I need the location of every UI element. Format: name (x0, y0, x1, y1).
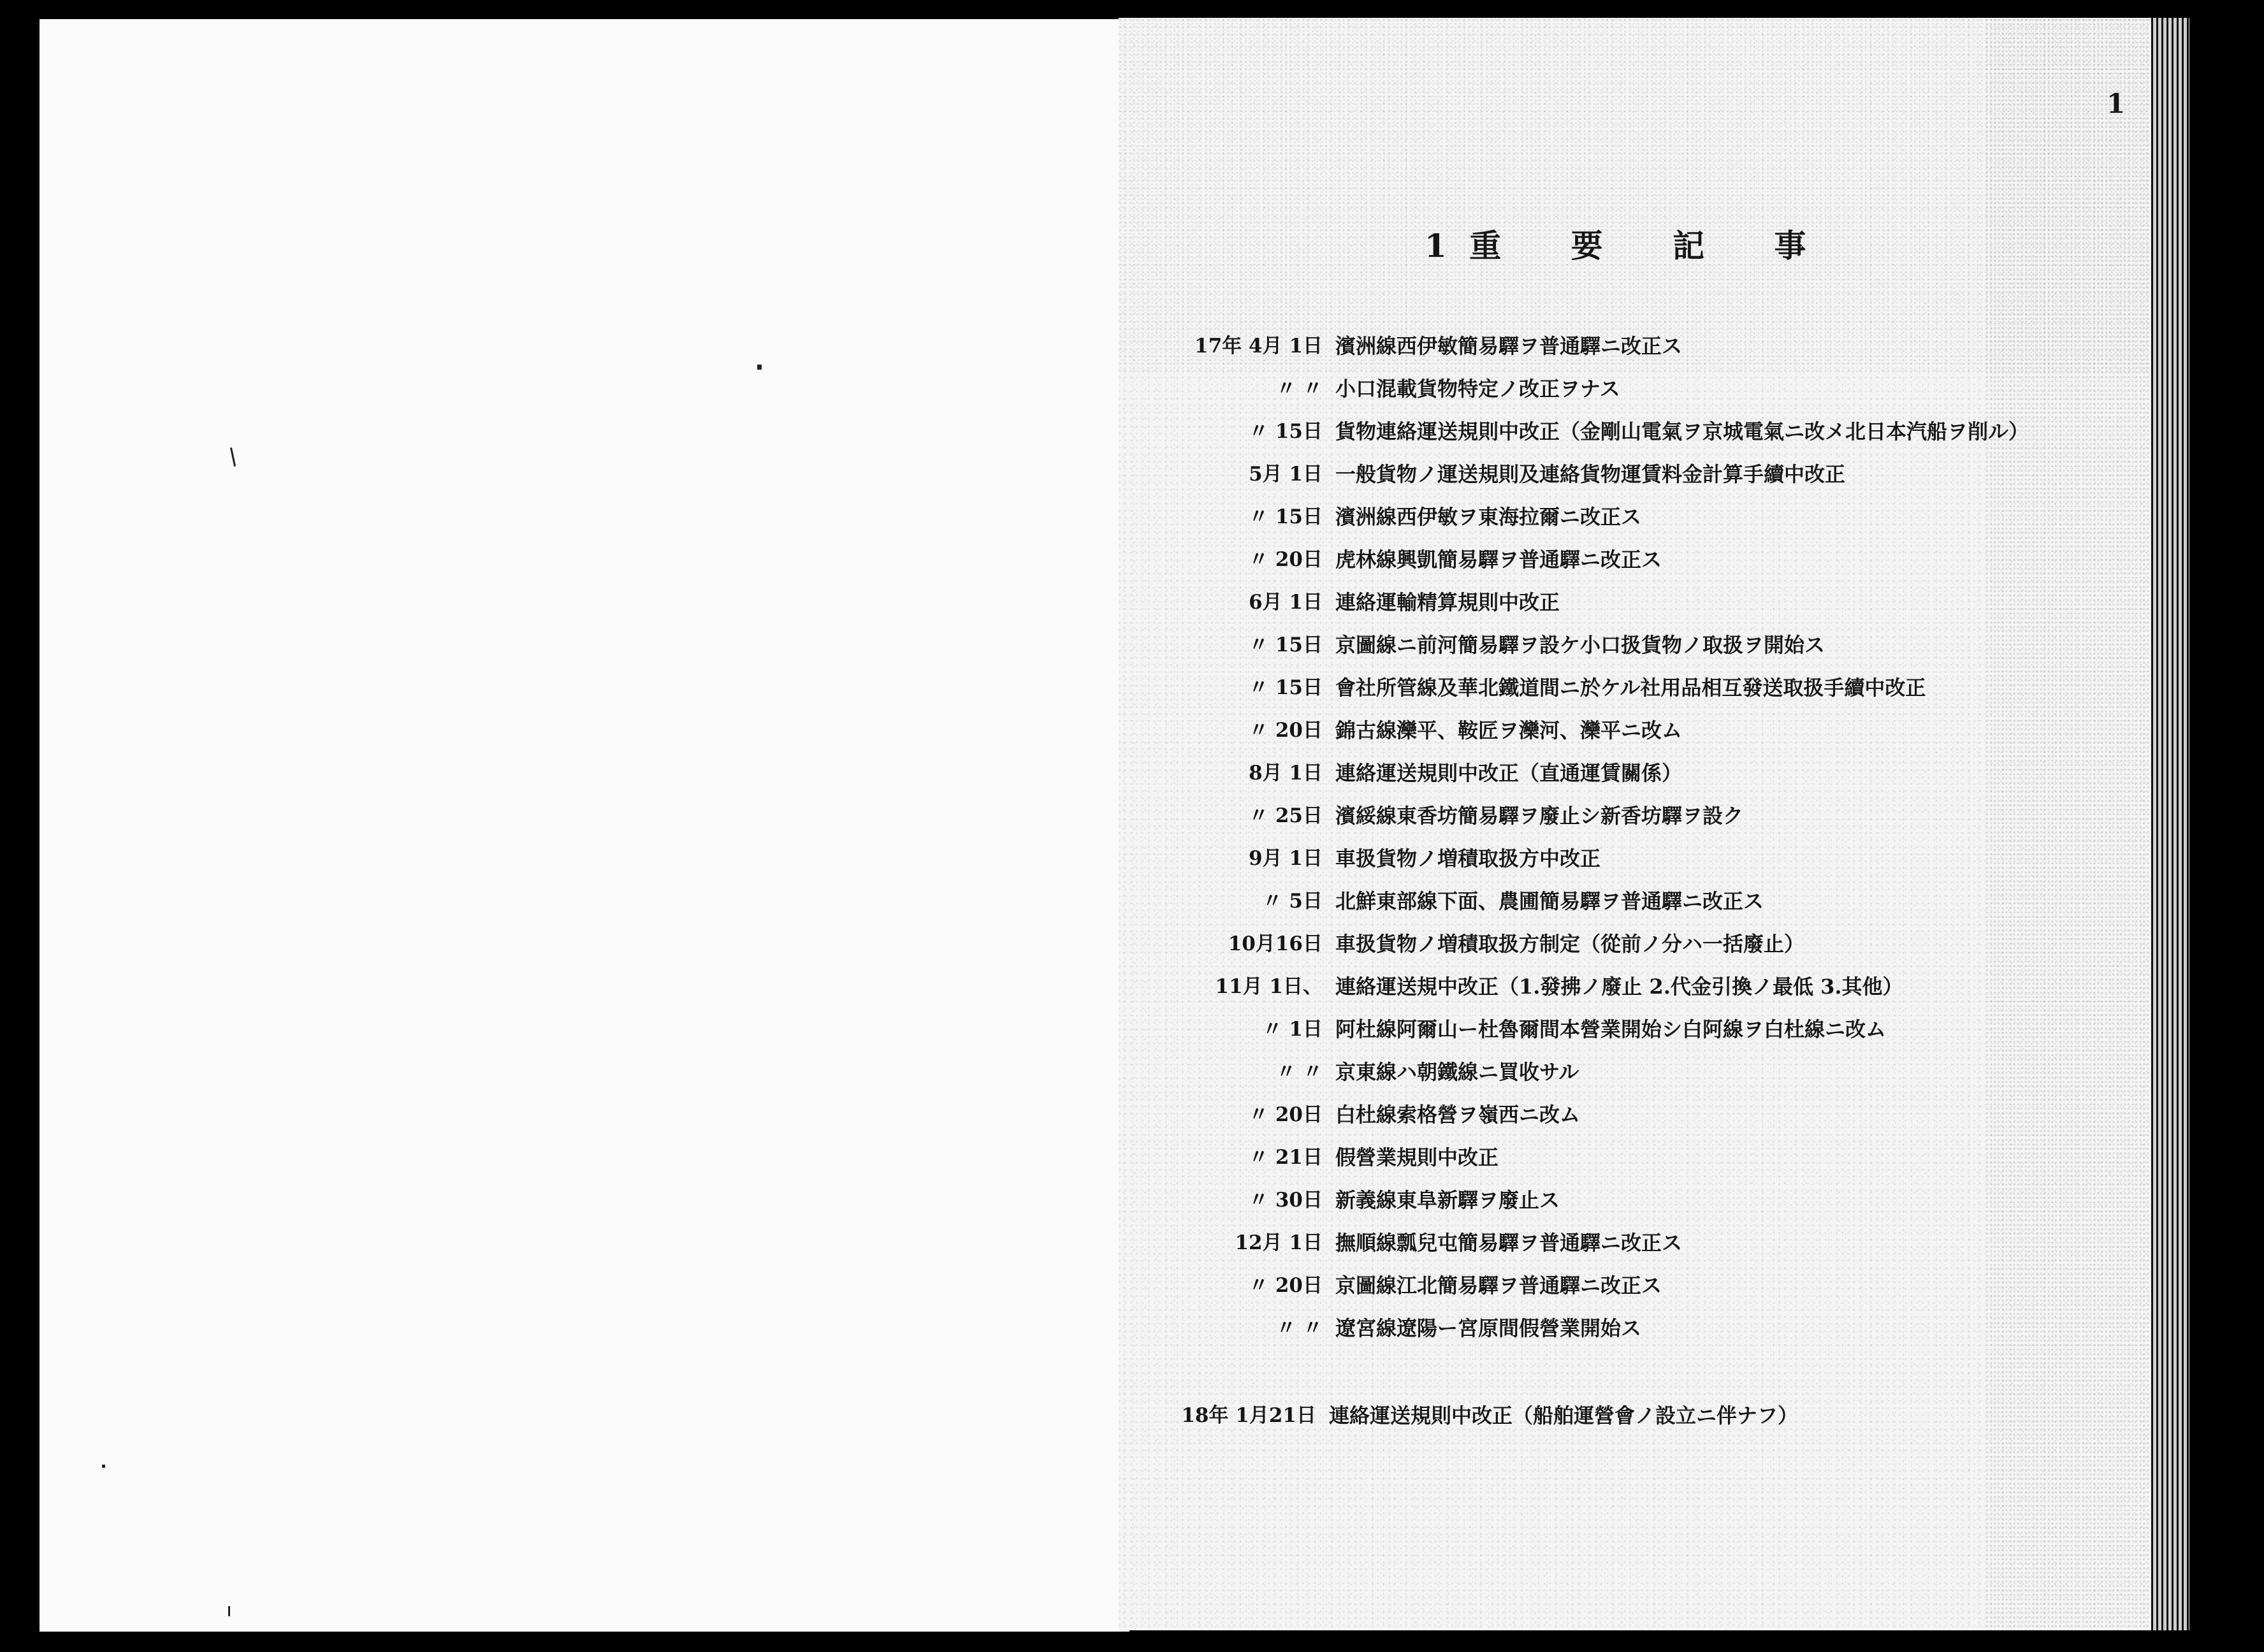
list-item (1119, 1227, 2189, 1259)
entry-date: 〃 20日 (1249, 1274, 1323, 1297)
list-item (1119, 586, 2189, 618)
entry-text: 小口混載貨物特定ノ改正ヲナス (1335, 377, 1620, 401)
list-item (1119, 1013, 2189, 1045)
entry-text: 連絡運送規中改正（1.發拂ノ廢止 2.代金引換ノ最低 3.其他） (1335, 975, 1903, 999)
entry-text: 濱洲線西伊敏簡易驛ヲ普通驛ニ改正ス (1335, 334, 1683, 358)
entry-text: 連絡運送規則中改正（船舶運營會ノ設立ニ伴ナフ） (1329, 1403, 1799, 1428)
entry-date: 〃 15日 (1249, 505, 1323, 528)
entry-text: 京東線ハ朝鐵線ニ買收サル (1335, 1060, 1579, 1084)
entry-text: 車扱貨物ノ増積取扱方制定（從前ノ分ハ一括廢止） (1335, 932, 1805, 956)
speck (102, 1465, 105, 1468)
list-item (1119, 458, 2189, 490)
entry-text: 濱洲線西伊敏ヲ東海拉爾ニ改正ス (1335, 505, 1642, 529)
entry-text: 京圖線江北簡易驛ヲ普通驛ニ改正ス (1335, 1273, 1662, 1298)
right-text-page (1119, 18, 2189, 1630)
entry-text: 會社所管線及華北鐵道間ニ於ケル社用品相互發送取扱手續中改正 (1335, 676, 1926, 700)
speck (757, 365, 762, 370)
entry-text: 撫順線瓢兒屯簡易驛ヲ普通驛ニ改正ス (1335, 1231, 1683, 1255)
entry-date: 9月 1日 (1249, 847, 1323, 870)
entry-date: 11月 1日、 (1215, 975, 1323, 998)
speck (230, 447, 236, 467)
list-item (1119, 672, 2189, 704)
heading-number: 1 (1425, 227, 1448, 264)
heading-char: 重 (1469, 227, 1503, 264)
entry-text: 車扱貨物ノ増積取扱方中改正 (1335, 846, 1601, 871)
entry-date: 〃 5日 (1262, 890, 1323, 913)
entry-text: 遼宮線遼陽ー宮原間假營業開始ス (1335, 1316, 1642, 1340)
entry-text: 連絡運送規則中改正（直通運賃關係） (1335, 761, 1683, 785)
list-item (1119, 971, 2189, 1003)
paper-noise-top (1119, 18, 2189, 375)
list-item (1119, 885, 2189, 917)
list-item (1119, 843, 2189, 874)
list-item (1119, 1400, 2189, 1431)
entry-date: 〃 〃 (1276, 1061, 1323, 1083)
entry-date: 〃 15日 (1249, 676, 1323, 699)
list-item (1119, 714, 2189, 746)
entry-date: 12月 1日 (1235, 1231, 1323, 1254)
list-item (1119, 330, 2189, 362)
entry-date: 〃 30日 (1249, 1189, 1323, 1212)
entry-date: 〃 20日 (1249, 548, 1323, 571)
entry-date: 10月16日 (1228, 932, 1323, 955)
list-item (1119, 544, 2189, 576)
entry-text: 連絡運輸精算規則中改正 (1335, 590, 1560, 614)
entry-date: 17年 4月 1日 (1194, 335, 1323, 358)
list-item (1119, 1141, 2189, 1173)
speck (228, 1606, 230, 1616)
entry-text: 虎林線興凱簡易驛ヲ普通驛ニ改正ス (1335, 547, 1662, 572)
list-item (1119, 373, 2189, 405)
entry-date: 〃 20日 (1249, 1103, 1323, 1126)
entry-text: 阿杜線阿爾山ー杜魯爾間本營業開始シ白阿線ヲ白杜線ニ改ム (1335, 1017, 1887, 1041)
entry-date: 〃 20日 (1249, 719, 1323, 742)
entry-text: 貨物連絡運送規則中改正（金剛山電氣ヲ京城電氣ニ改メ北日本汽船ヲ削ル） (1335, 419, 2029, 444)
entry-date: 〃 15日 (1249, 634, 1323, 656)
entry-text: 錦古線灤平、鞍匠ヲ灤河、灤平ニ改ム (1335, 718, 1683, 743)
entry-text: 北鮮東部線下面、農圃簡易驛ヲ普通驛ニ改正ス (1335, 889, 1764, 913)
list-item (1119, 416, 2189, 447)
heading-char: 要 (1571, 227, 1604, 264)
section-heading (1425, 221, 1807, 266)
list-item (1119, 800, 2189, 832)
entry-text: 一般貨物ノ運送規則及連絡貨物運賃料金計算手續中改正 (1335, 462, 1846, 486)
list-item (1119, 757, 2189, 789)
entry-text: 京圖線ニ前河簡易驛ヲ設ケ小口扱貨物ノ取扱ヲ開始ス (1335, 633, 1825, 657)
heading-char: 事 (1774, 227, 1808, 264)
entry-date: 〃 15日 (1249, 420, 1323, 443)
entry-date: 6月 1日 (1249, 591, 1323, 614)
entry-date: 18年 1月21日 (1181, 1404, 1316, 1427)
entry-text: 白杜線索格營ヲ嶺西ニ改ム (1335, 1103, 1581, 1127)
list-item (1119, 1270, 2189, 1301)
list-item (1119, 1056, 2189, 1088)
list-item (1119, 1099, 2189, 1131)
list-item (1119, 1184, 2189, 1216)
entry-date: 5月 1日 (1249, 463, 1323, 486)
list-item (1119, 501, 2189, 533)
entry-date: 〃 25日 (1249, 804, 1323, 827)
heading-char: 記 (1673, 227, 1706, 264)
entry-date: 〃 21日 (1249, 1146, 1323, 1169)
list-item (1119, 629, 2189, 661)
list-item (1119, 1312, 2189, 1344)
entry-date: 〃 〃 (1276, 1317, 1323, 1340)
list-item (1119, 928, 2189, 960)
entry-text: 濱綏線東香坊簡易驛ヲ廢止シ新香坊驛ヲ設ク (1335, 804, 1744, 828)
entry-text: 新義線東阜新驛ヲ廢止ス (1335, 1188, 1560, 1212)
entry-date: 8月 1日 (1249, 762, 1323, 785)
entry-text: 假營業規則中改正 (1335, 1145, 1499, 1170)
left-blank-page (40, 19, 1129, 1632)
entry-date: 〃 1日 (1262, 1018, 1323, 1041)
page-number: 1 (2107, 88, 2126, 119)
entry-date: 〃 〃 (1276, 377, 1323, 400)
